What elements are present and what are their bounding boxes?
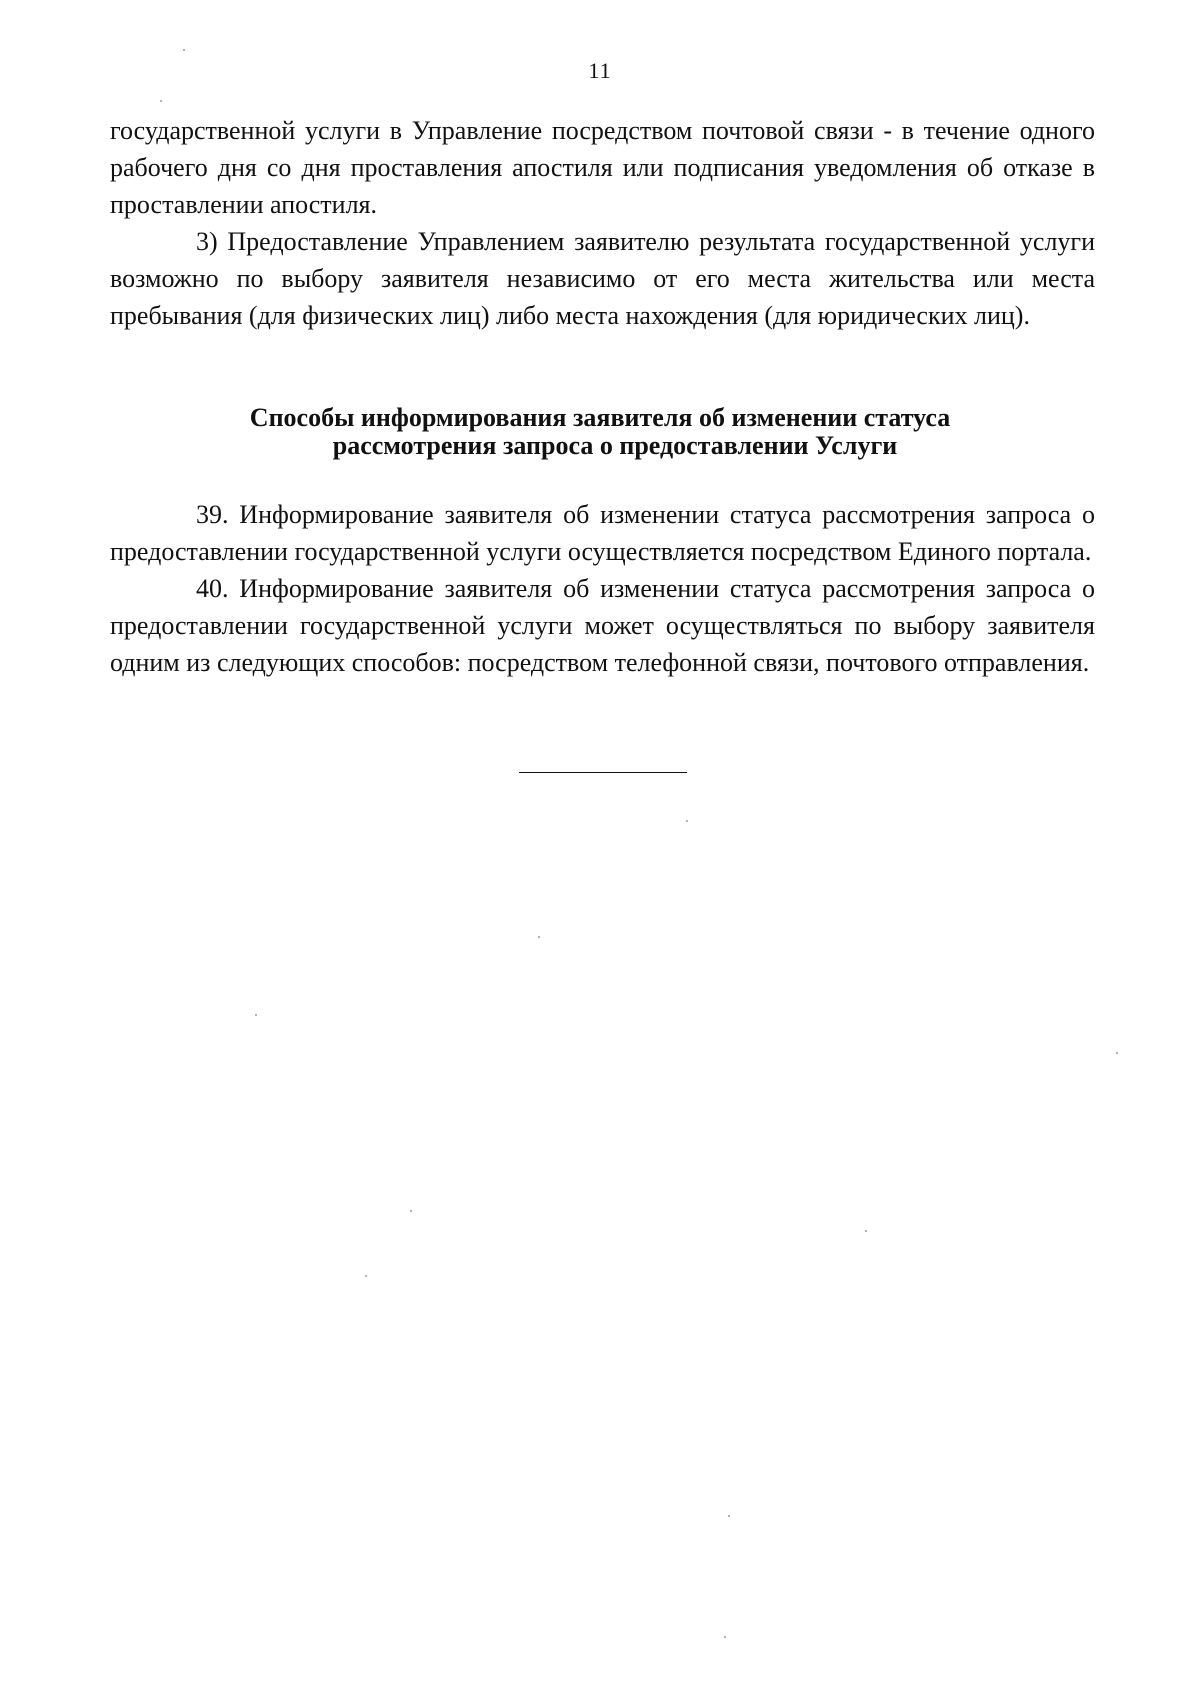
item-3-paragraph: 3) Предоставление Управлением заявителю результата государственной услуги возможно по выбору заявителя независимо от его места жительства или места пребывания (для физических лиц) либо места нахождения (для юридических лиц). bbox=[110, 227, 1095, 330]
paragraph-40: 40. Информирование заявителя об изменении статуса рассмотрения запроса о предоставлении государственной услуги может осуществляться по выбору заявителя одним из следующих способов: посредством телефонной связи, почтового отправления. bbox=[110, 574, 1095, 677]
section-heading-line-1: Способы информирования заявителя об изменении статуса bbox=[249, 403, 951, 432]
continuation-paragraph: государственной услуги в Управление посредством почтовой связи - в течение одного рабочего дня со дня проставления апостиля или подписания уведомления об отказе в проставлении апостиля. bbox=[110, 116, 1095, 219]
scan-speck bbox=[183, 49, 185, 51]
text-block-bottom bbox=[110, 496, 1095, 681]
scan-speck bbox=[728, 1515, 730, 1517]
page-number: 11 bbox=[588, 58, 612, 83]
end-of-text-rule bbox=[519, 772, 687, 773]
section-heading-line-2: рассмотрения запроса о предоставлении Услуги bbox=[332, 431, 898, 460]
text-block-top bbox=[110, 112, 1095, 334]
section-heading bbox=[0, 404, 1200, 460]
scan-speck bbox=[865, 1230, 867, 1232]
scan-speck bbox=[255, 1014, 257, 1016]
scan-speck bbox=[160, 100, 162, 102]
scan-speck bbox=[538, 936, 540, 938]
scan-speck bbox=[686, 820, 688, 822]
scan-speck bbox=[1116, 1052, 1118, 1054]
scan-speck bbox=[365, 1275, 367, 1277]
scan-speck bbox=[410, 1210, 412, 1212]
scan-speck bbox=[724, 1636, 726, 1638]
paragraph-39: 39. Информирование заявителя об изменении статуса рассмотрения запроса о предоставлении государственной услуги осуществляется посредством Единого портала. bbox=[110, 500, 1095, 566]
